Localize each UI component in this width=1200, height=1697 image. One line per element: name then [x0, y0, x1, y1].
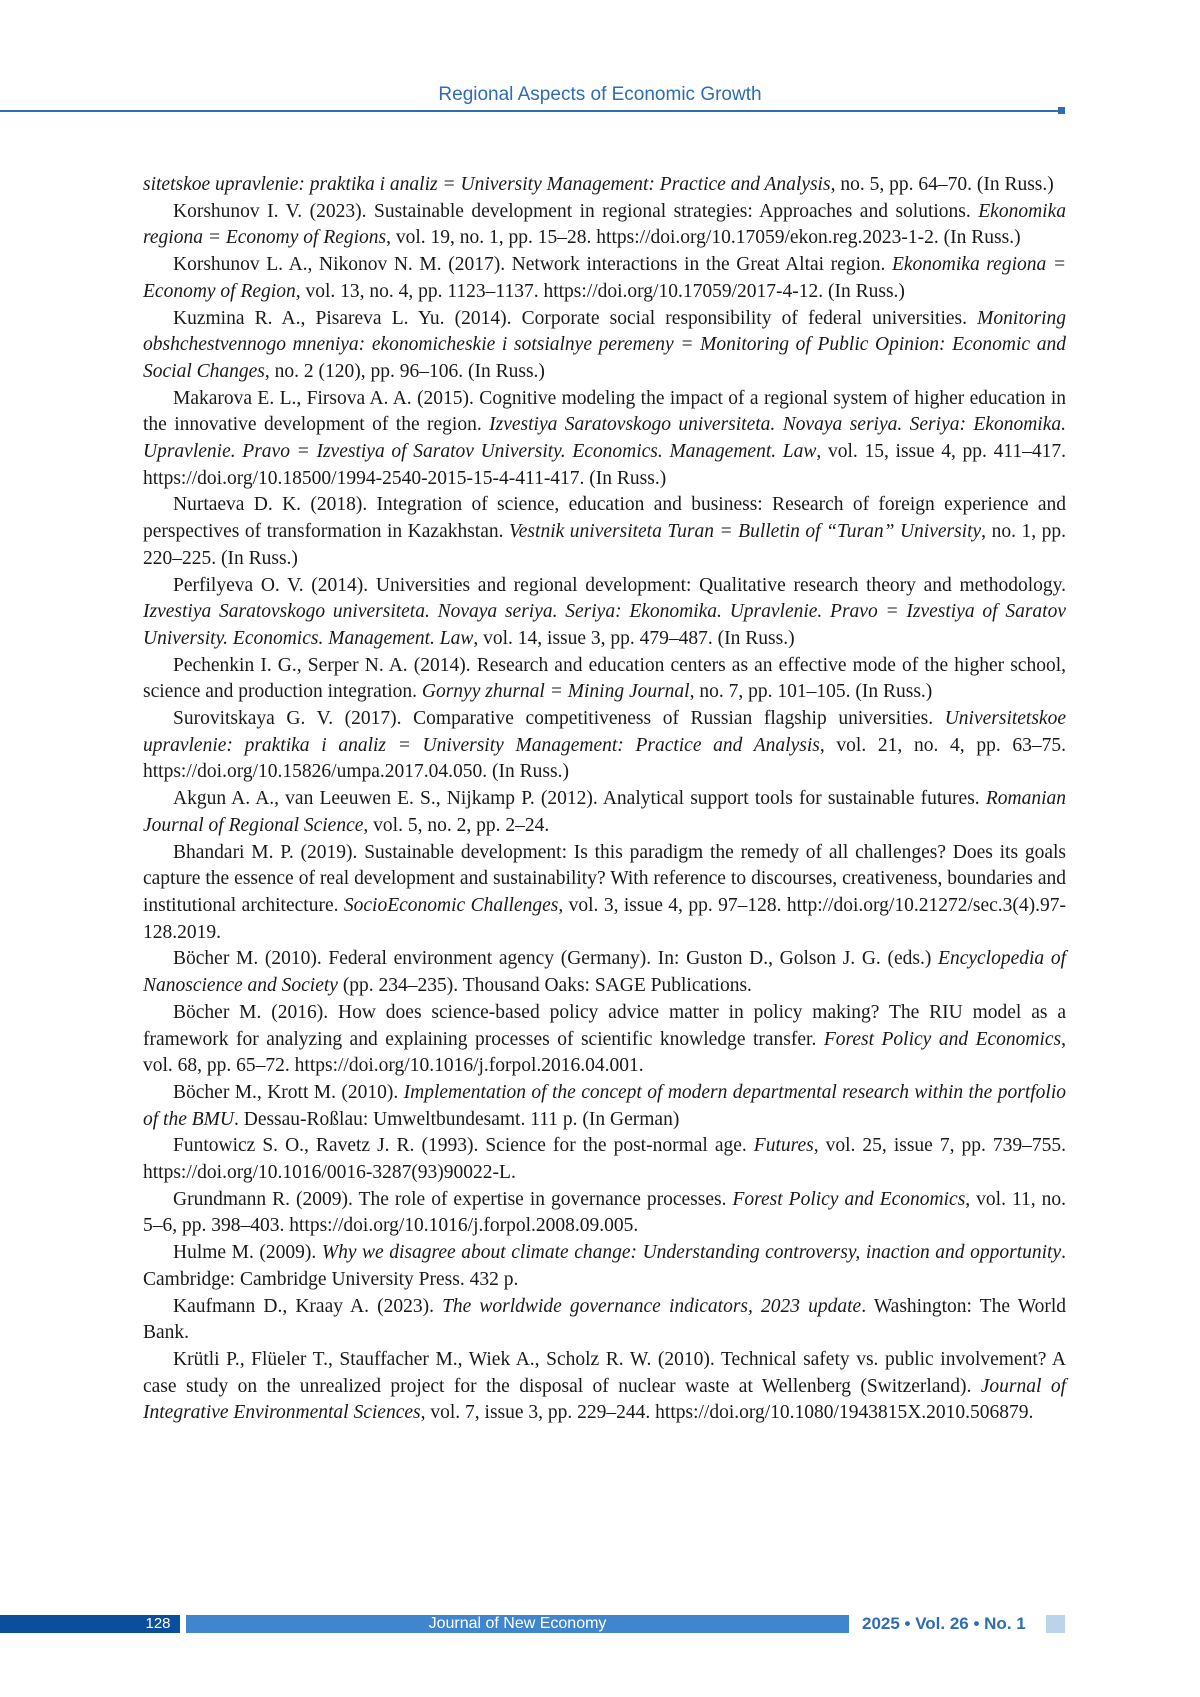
reference-text: , vol. 3, issue 4, pp. 97–128. http://doi.org/10.21272/sec.3(4).97-128.2019.	[143, 895, 1066, 943]
reference-entry	[143, 492, 1066, 572]
reference-source-title: Journal of Integrative Environmental Sciences	[143, 1376, 1066, 1424]
footer-end-square	[1046, 1615, 1065, 1633]
reference-source-title: Implementation of the concept of modern departmental research within the portfolio of the BMU	[143, 1082, 1066, 1130]
reference-entry	[143, 1080, 1066, 1133]
reference-entry	[143, 706, 1066, 786]
reference-source-title: Forest Policy and Economics	[824, 1029, 1061, 1050]
reference-entry	[143, 252, 1066, 305]
reference-text: . Washington: The World Bank.	[143, 1296, 1066, 1344]
reference-text: Kuzmina R. A., Pisareva L. Yu. (2014). Corporate social responsibility of federal universities.	[173, 308, 977, 329]
reference-source-title: Izvestiya Saratovskogo universiteta. Novaya seriya. Seriya: Ekonomika. Upravlenie. Pravo = Izvestiya of Saratov University. Economics. Management. Law	[143, 414, 1066, 462]
reference-text: , vol. 5, no. 2, pp. 2–24.	[363, 815, 549, 836]
reference-text: Nurtaeva D. K. (2018). Integration of science, education and business: Research of foreign experience and perspectives of transformation in Kazakhstan.	[143, 494, 1066, 542]
reference-source-title: Futures	[754, 1135, 814, 1156]
reference-entry	[143, 786, 1066, 839]
running-header: Regional Aspects of Economic Growth	[0, 84, 1200, 106]
reference-text: Pechenkin I. G., Serper N. A. (2014). Research and education centers as an effective mode of the higher school, science and production integration.	[143, 655, 1066, 703]
reference-source-title: sitetskoe upravlenie: praktika i analiz = University Management: Practice and Analysis	[143, 174, 831, 195]
reference-source-title: Vestnik universiteta Turan = Bulletin of “Turan” University	[509, 521, 981, 542]
reference-text: Surovitskaya G. V. (2017). Comparative competitiveness of Russian flagship universities.	[173, 708, 945, 729]
reference-entry	[143, 199, 1066, 252]
reference-source-title: Gornyy zhurnal = Mining Journal	[422, 681, 690, 702]
reference-text: , vol. 15, issue 4, pp. 411–417. https://doi.org/10.18500/1994-2540-2015-15-4-411-417. (In Russ.)	[143, 441, 1066, 489]
reference-entry	[143, 1187, 1066, 1240]
reference-entry	[143, 573, 1066, 653]
reference-source-title: Ekonomika regiona = Economy of Regions	[143, 201, 1066, 249]
reference-source-title: Izvestiya Saratovskogo universiteta. Novaya seriya. Seriya: Ekonomika. Upravlenie. Pravo = Izvestiya of Saratov University. Economics. Management. Law	[143, 601, 1066, 649]
reference-text: , vol. 21, no. 4, pp. 63–75. https://doi.org/10.15826/umpa.2017.04.050. (In Russ.)	[143, 735, 1066, 783]
reference-text: Korshunov L. A., Nikonov N. M. (2017). Network interactions in the Great Altai region.	[173, 254, 892, 275]
journal-name: Journal of New Economy	[186, 1615, 849, 1633]
reference-entry	[143, 1000, 1066, 1080]
reference-list	[143, 172, 1066, 1427]
header-rule	[0, 110, 1059, 112]
reference-text: (pp. 234–235). Thousand Oaks: SAGE Publications.	[338, 975, 752, 996]
reference-text: Kaufmann D., Kraay A. (2023).	[173, 1296, 442, 1317]
reference-text: , vol. 14, issue 3, pp. 479–487. (In Russ.)	[473, 628, 794, 649]
reference-text: Krütli P., Flüeler T., Stauffacher M., Wiek A., Scholz R. W. (2010). Technical safety vs. public involvement? A case study on the unrealized project for the disposal of nuclear waste at Wellenberg (Switzerland).	[143, 1349, 1066, 1397]
reference-text: , no. 5, pp. 64–70. (In Russ.)	[831, 174, 1054, 195]
reference-entry	[143, 172, 1066, 199]
reference-source-title: The worldwide governance indicators, 2023 update	[442, 1296, 861, 1317]
reference-text: , vol. 25, issue 7, pp. 739–755. https://doi.org/10.1016/0016-3287(93)90022-L.	[143, 1135, 1066, 1183]
reference-entry	[143, 946, 1066, 999]
reference-text: , no. 1, pp. 220–225. (In Russ.)	[143, 521, 1066, 569]
reference-entry	[143, 1240, 1066, 1293]
page-number: 128	[136, 1615, 180, 1633]
reference-text: Böcher M. (2010). Federal environment agency (Germany). In: Guston D., Golson J. G. (eds.)	[173, 948, 938, 969]
reference-text: Böcher M. (2016). How does science-based policy advice matter in policy making? The RIU model as a framework for analyzing and explaining processes of scientific knowledge transfer.	[143, 1002, 1066, 1050]
reference-text: , vol. 7, issue 3, pp. 229–244. https://doi.org/10.1080/1943815X.2010.506879.	[421, 1402, 1034, 1423]
reference-source-title: Why we disagree about climate change: Understanding controversy, inaction and opportunity	[322, 1242, 1061, 1263]
reference-source-title: Universitetskoe upravlenie: praktika i analiz = University Management: Practice and Analysis	[143, 708, 1066, 756]
reference-text: , vol. 13, no. 4, pp. 1123–1137. https://doi.org/10.17059/2017-4-12. (In Russ.)	[296, 281, 905, 302]
reference-text: Funtowicz S. O., Ravetz J. R. (1993). Science for the post-normal age.	[173, 1135, 754, 1156]
reference-source-title: Encyclopedia of Nanoscience and Society	[143, 948, 1066, 996]
reference-source-title: SocioEconomic Challenges	[344, 895, 558, 916]
reference-text: Makarova E. L., Firsova A. A. (2015). Cognitive modeling the impact of a regional system of higher education in the innovative development of the region.	[143, 388, 1066, 436]
issue-info: 2025 • Vol. 26 • No. 1	[862, 1612, 1037, 1636]
reference-source-title: Monitoring obshchestvennogo mneniya: ekonomicheskie i sotsialnye peremeny = Monitoring of Public Opinion: Economic and Social Changes	[143, 308, 1066, 382]
reference-text: Hulme M. (2009).	[173, 1242, 322, 1263]
reference-entry	[143, 840, 1066, 947]
reference-text: , no. 2 (120), pp. 96–106. (In Russ.)	[265, 361, 545, 382]
reference-text: Perfilyeva O. V. (2014). Universities and regional development: Qualitative research theory and methodology.	[173, 575, 1066, 596]
reference-entry	[143, 386, 1066, 493]
reference-text: Grundmann R. (2009). The role of expertise in governance processes.	[173, 1189, 732, 1210]
reference-text: . Dessau-Roßlau: Umweltbundesamt. 111 p. (In German)	[234, 1109, 679, 1130]
reference-entry	[143, 1347, 1066, 1427]
reference-source-title: Romanian Journal of Regional Science	[143, 788, 1066, 836]
header-rule-end-square	[1058, 107, 1065, 114]
reference-text: , vol. 68, pp. 65–72. https://doi.org/10.1016/j.forpol.2016.04.001.	[143, 1029, 1066, 1077]
reference-source-title: Forest Policy and Economics	[732, 1189, 965, 1210]
reference-text: , vol. 19, no. 1, pp. 15–28. https://doi.org/10.17059/ekon.reg.2023-1-2. (In Russ.)	[386, 227, 1020, 248]
reference-text: , no. 7, pp. 101–105. (In Russ.)	[690, 681, 933, 702]
reference-entry	[143, 653, 1066, 706]
reference-source-title: Ekonomika regiona = Economy of Region	[143, 254, 1066, 302]
reference-entry	[143, 306, 1066, 386]
reference-text: , vol. 11, no. 5–6, pp. 398–403. https://doi.org/10.1016/j.forpol.2008.09.005.	[143, 1189, 1066, 1237]
reference-text: . Cambridge: Cambridge University Press. 432 p.	[143, 1242, 1066, 1290]
reference-text: Bhandari M. P. (2019). Sustainable development: Is this paradigm the remedy of all challenges? Does its goals capture the essence of real development and sustainability? With reference to discourses, creativeness, boundaries and institutional architecture.	[143, 842, 1066, 916]
reference-entry	[143, 1294, 1066, 1347]
reference-entry	[143, 1133, 1066, 1186]
reference-text: Akgun A. A., van Leeuwen E. S., Nijkamp P. (2012). Analytical support tools for sustainable futures.	[173, 788, 986, 809]
reference-text: Böcher M., Krott M. (2010).	[173, 1082, 404, 1103]
reference-text: Korshunov I. V. (2023). Sustainable development in regional strategies: Approaches and solutions.	[173, 201, 978, 222]
